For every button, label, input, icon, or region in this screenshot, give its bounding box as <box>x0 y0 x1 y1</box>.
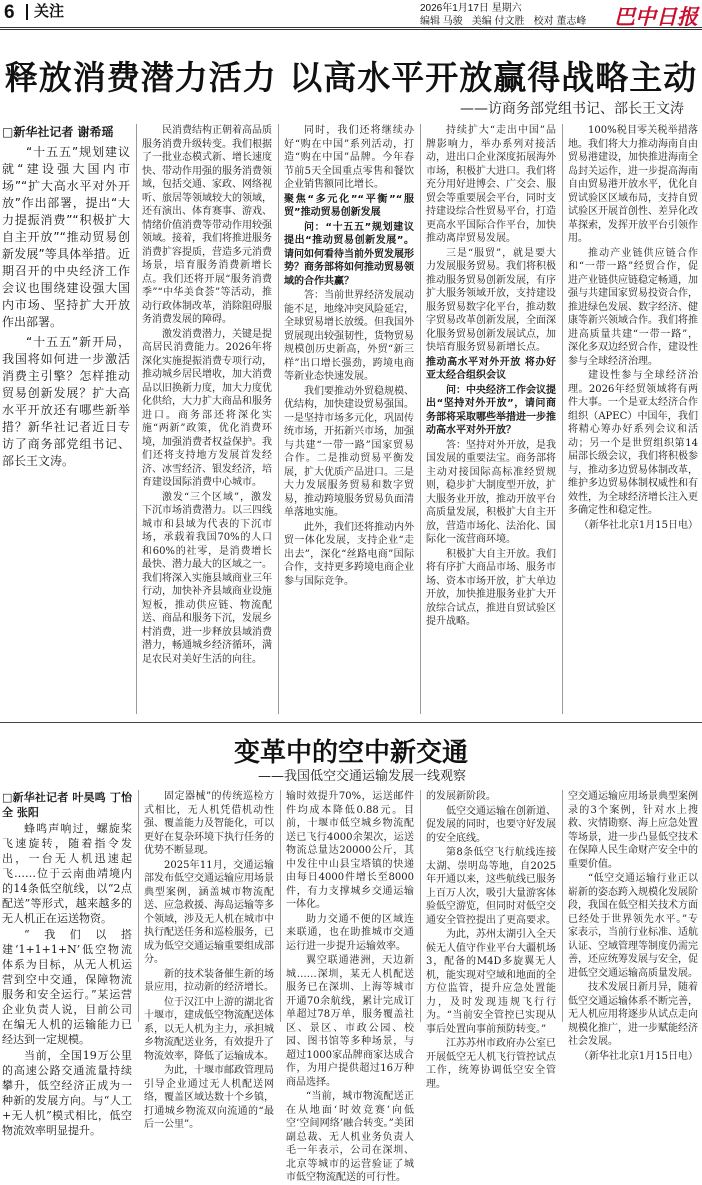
section-divider <box>0 722 702 723</box>
article1-paragraph: 民消费结构正朝着高品质服务消费升级转变。我们根据了一批业态模式新、增长速度快、带动作用强的服务消费领域，包括交通、家政、网络视听、旅居等领域较大的领域，还有演出、体育赛事、游戏、情绪价值消费等带动作用较强领域。接着，我们将推进服务消费扩容提质，营造多元消费场景，培育服务消费新增长点。我们还将开展“服务消费季”“中华美食荟”等活动，推动行政体制改革，消除阻碍服务消费发展的障碍。 <box>142 125 272 325</box>
article2-paragraph: 空交通运输应用场景典型案例录的3个案例，针对水上搜救、灾情勘察、海上应急处置等场景，进一步凸显低空技术在保障人民生命财产安全中的重要价值。 <box>568 791 698 870</box>
article2-paragraph: 2025年11月，交通运输部发布低空交通运输应用场景典型案例，涵盖城市物流配送、应急救援、海岛运输等多个领域，涉及无人机在城市中执行配送任务和巡检服务，已成为低空交通运输重要组成部分。 <box>144 859 274 965</box>
article2-paragraph: 当前，全国19万公里的高速公路交通流量持续攀升，低空经济正成为一种新的发展方向。与“人工+无人机”模式相比，低空物流效率明显提升。 <box>2 1049 132 1137</box>
article1-paragraph: 三是“服贸”，就是要大力发展服务贸易。我们将积极推动服务贸易创新发展，有序扩大服务领域开放，支持建设服务贸易数字化平台，推动数字贸易改革创新发展，全面深化服务贸易创新发展试点，加快培育服务贸易新增长点。 <box>426 247 556 353</box>
article1-byline: □新华社记者 谢希瑶 <box>2 125 114 139</box>
article2-paragraph: 新的技术装备催生新的场景应用，拉动新的经济增长。 <box>144 968 274 993</box>
article2-paragraph: 固定器械”的传统巡检方式相比，无人机凭借机动性强、覆盖能力及智能化，可以更好在复杂环境下执行任务的优势不断显现。 <box>144 791 274 856</box>
column-divider <box>562 124 563 714</box>
article2-col2 <box>144 790 274 1130</box>
article2-paragraph: “低空交通运输行业正以崭新的姿态跨入规模化发展阶段，我国在低空相关技术方面已经处于世界领先水平。”专家表示，当前行业标准、适航认证、空域管理等制度仍需完善，还应统筹发展与安全，促进低空交通运输高质量发展。 <box>568 873 698 979</box>
article2-paragraph: 输时效提升70%，运送邮件件均成本降低0.88元。目前，十堰市低空城乡物流配送已飞行4000余架次，运送物流总量达20000公斤，其中发往中山县宝塔镇的快递由每日4000件增长至8000件，有力支撑城乡交通运输一体化。 <box>286 791 414 910</box>
article2-col3 <box>286 790 414 1183</box>
article1-paragraph: 激发“三个区域”，激发下沉市场消费潜力。以三四线城市和县域为代表的下沉市场，承载着我国70%的人口和60%的社零，是消费增长最快、潜力最大的区域之一。我们将深入实施县域商业三年行动，加快补齐县域商业设施短板，推动供应链、物流配送、商品和服务下沉，发展乡村消费，进一步释放县域消费潜力，畅通城乡经济循环，满足农民对美好生活的向往。 <box>142 491 272 665</box>
article2-dateline: （新华社北京1月15日电） <box>578 1050 698 1062</box>
article2-col4 <box>426 790 556 1090</box>
article1-subtitle: ——访商务部党组书记、部长王文涛 <box>460 101 684 117</box>
article2-paragraph: 的发展新阶段。 <box>426 791 496 802</box>
header-rule <box>0 27 702 30</box>
column-divider <box>562 790 563 1022</box>
article2-paragraph: 第8条低空飞行航线连接太湖、崇明岛等地，自2025年开通以来，这些航线已服务上百万人次，吸引大量游客体验低空游览，但同时对低空交通安全管控提出了更高要求。 <box>426 847 556 926</box>
article1-question: 问：“十五五”规划建议提出“推动贸易创新发展”。请问如何看待当前外贸发展形势？商务部将如何推动贸易领域的合作共赢？ <box>284 221 414 287</box>
article2-subtitle: ——我国低空交通运输发展一线观察 <box>258 769 467 784</box>
article1-paragraph: 此外，我们还将推动内外贸一体化发展，支持企业“走出去”，深化“丝路电商”国际合作，支持更多跨境电商企业参与国际竞争。 <box>284 521 414 587</box>
designer-credit: 美编 付文胜 <box>471 16 525 27</box>
proofreader-credit: 校对 董志峰 <box>533 16 587 27</box>
article1-dateline: （新华社北京1月15日电） <box>578 519 698 531</box>
article1-paragraph: 推动产业链供应链合作和“一带一路”经贸合作，促进产业链供应链稳定畅通，加强与共建国家贸易投资合作，推进绿色发展、数字经济、健康等新兴领域合作。我们将推进高质量共建“一带一路”，深化多双边经贸合作，建设性参与全球经济治理。 <box>568 247 698 367</box>
article1-col4 <box>426 124 556 714</box>
article2-paragraph: 位于汉江中上游的湖北省十堰市，建成低空物流配送体系，以无人机为主力，承担城乡物流配送业务，有效提升了物流效率，降低了运输成本。 <box>144 996 274 1062</box>
newspaper-logo: 巴中日报 <box>614 4 698 29</box>
article1-subheading: 推动高水平对外开放 将办好亚太经合组织会议 <box>426 356 556 381</box>
article1-paragraph: 我们要推动外贸稳规模、优结构，加快建设贸易强国。一是坚持市场多元化，巩固传统市场，开拓新兴市场，加强与共建“一带一路”国家贸易合作。二是推动贸易平衡发展，扩大优质产品进口。三是大力发展服务贸易和数字贸易，推动跨境服务贸易负面清单落地实施。 <box>284 385 414 518</box>
article1-col1 <box>2 124 130 714</box>
article1-col2 <box>142 124 272 714</box>
article1-paragraph: 激发消费潜力，关键是提高居民消费能力。2026年将深化实施提振消费专项行动，推动城乡居民增收，加大消费品以旧换新力度，加大力度优化供给，大力扩大商品和服务进口。商务部还将深化实施“两新”政策，优化消费环境，加强消费者权益保护。我们还将支持地方发展首发经济、冰雪经济、银发经济，培育建设国际消费中心城市。 <box>142 328 272 488</box>
article1-paragraph: 同时，我们还将继续办好“购在中国”系列活动，打造“购在中国”品牌。今年春节前5天全国重点零售和餐饮企业销售额同比增长。 <box>284 125 414 190</box>
article2-title: 变革中的空中新交通 <box>233 738 468 768</box>
article1-lead-paragraph: “十五五”规划建议就“建设强大国内市场”“扩大高水平对外开放”作出部署，提出“大力提振消费”“积极扩大自主开放”“推动贸易创新发展”等具体举措。近期召开的中央经济工作会议也围绕建设强大国内市场、坚持扩大开放作出部署。 <box>2 145 130 329</box>
column-divider <box>138 790 139 1022</box>
article1-paragraph: 答：坚持对外开放，是我国发展的重要法宝。商务部将主动对接国际高标准经贸规则，稳步扩大制度型开放，扩大服务业开放，推动开放平台高质量发展，积极扩大自主开放，营造市场化、法治化、国际化一流营商环境。 <box>426 439 556 545</box>
column-divider <box>420 790 421 1022</box>
column-divider <box>278 124 279 714</box>
article1-col5 <box>568 124 698 714</box>
article2-paragraph: 江苏苏州市政府办公室已开展低空无人机飞行管控试点工作，统筹协调低空安全管理。 <box>426 1038 556 1090</box>
column-divider <box>420 124 421 714</box>
column-divider <box>136 124 137 714</box>
article2-paragraph: 技术发展日新月异，随着低空交通运输体系不断完善，无人机应用将逐步从试点走向规模化推广，进一步赋能经济社会发展。 <box>568 982 698 1047</box>
article1-paragraph: 100%税目零关税举措落地。我们将大力推动海南自由贸易港建设，加快推进海南全岛封关运作，进一步提高海南自由贸易港开放水平，优化自贸试验区区域布局，支持自贸试验区开展首创性、差异化改革探索，发挥开放平台引领作用。 <box>568 125 698 244</box>
article2-col5 <box>568 790 698 1062</box>
article1-paragraph: 持续扩大“走出中国”品牌影响力，举办系列对接活动，进出口企业深度拓展海外市场，积极扩大进口。我们将充分用好进博会、广交会、服贸会等重要展会平台，同时支持建设综合性贸易平台，打造更高水平国际合作平台，加快推动离岸贸易发展。 <box>426 125 556 244</box>
article2-paragraph: “我们以搭建‘1+1+1+N’低空物流体系为目标，从无人机运营到空中交通，保障物流服务和安全运行。”某运营企业负责人说，目前公司在编无人机的运输能力已经达到一定规模。 <box>2 928 132 1046</box>
article1-paragraph: 建设性参与全球经济治理。2026年经贸领域将有两件大事。一个是亚太经济合作组织（APEC）中国年，我们将精心筹办好系列会议和活动；另一个是世贸组织第14届部长级会议，我们将积极参与，推动多边贸易体制改革，维护多边贸易体制权威性和有效性，为全球经济增长注入更多确定性和稳定性。 <box>568 370 698 516</box>
article2-paragraph: 翼空联通港洲，天边新城……深圳，某无人机配送服务已在深圳、上海等城市开通70余航线，累计完成订单超过78万单，服务覆盖社区、景区、市政公园、校园、图书馆等多种场景，与超过1000家品牌商家达成合作，为用户提供超过16万种商品选择。 <box>286 955 414 1088</box>
article2-paragraph: “当前，城市物流配送正在从地面‘时效竞赛’向低空‘空间网络’融合转变。”美团副总裁、无人机业务负责人毛一年表示，公司在深圳、北京等城市的运营验证了城市低空物流配送的可行性。 <box>286 1091 414 1183</box>
article1-title: 释放消费潜力活力 以高水平开放赢得战略主动 <box>4 58 698 97</box>
article2-paragraph: 为此，十堰市邮政管理局引导企业通过无人机配送网络，覆盖区域达数十个乡镇，打通城乡物流双向流通的“最后一公里”。 <box>144 1065 274 1130</box>
article2-paragraph: 为此，苏州太湖引入全天候无人值守作业平台大疆机场3，配备的M4D多旋翼无人机，能实现对空域和地面的全方位监管，提升应急处置能力，及时发现违规飞行行为。“当前安全管控已实现从事后处置向事前预防转变。” <box>426 929 556 1035</box>
header-info <box>420 2 595 28</box>
editor-credit: 编辑 马骏 <box>420 16 463 27</box>
article2-paragraph: 蜂鸣声响过，螺旋桨飞速旋转，随着指令发出，一台无人机迅速起飞……位于云南曲靖境内的14条低空航线，以“2点配送”等形式，越来越多的无人机正在运送物资。 <box>2 822 132 925</box>
article2-paragraph: 助力交通不便的区域连来联通，也在助推城市交通运行进一步提升运输效率。 <box>286 913 414 952</box>
page-number: 6 <box>4 2 15 23</box>
article1-question: 问：中央经济工作会议提出“坚持对外开放”，请问商务部将采取哪些举措进一步推动高水平对外开放？ <box>426 384 556 436</box>
article2-byline: □新华社记者 叶昊鸣 丁怡全 张阳 <box>2 791 132 819</box>
article1-paragraph: 答：当前世界经济发展动能不足，地缘冲突风险延宕，全球贸易增长放缓。但我国外贸展现出较强韧性，货物贸易规模创历史新高，外贸“新三样”出口增长强劲，跨境电商等新业态快速发展。 <box>284 290 414 382</box>
article2-col1 <box>2 790 132 1137</box>
article1-subheading: 聚焦“多元化”“平衡”“服贸”推动贸易创新发展 <box>284 193 414 218</box>
article2-paragraph: 低空交通运输在创新道、促发展的同时，也要守好发展的安全底线。 <box>426 805 556 844</box>
article1-col3 <box>284 124 414 714</box>
article1-paragraph: 积极扩大自主开放。我们将有序扩大商品市场、服务市场、资本市场开放，扩大单边开放，加快推进服务业扩大开放综合试点，推进自贸试验区提升战略。 <box>426 548 556 627</box>
issue-date: 2026年1月17日 星期六 <box>420 3 522 14</box>
article1-lead-paragraph: “十五五”新开局，我国将如何进一步激活消费主引擎？怎样推动贸易创新发展？扩大高水平开放还有哪些新举措？新华社记者近日专访了商务部党组书记、部长王文涛。 <box>2 335 130 468</box>
column-divider <box>280 790 281 1022</box>
section-name: 关注 <box>26 4 64 20</box>
